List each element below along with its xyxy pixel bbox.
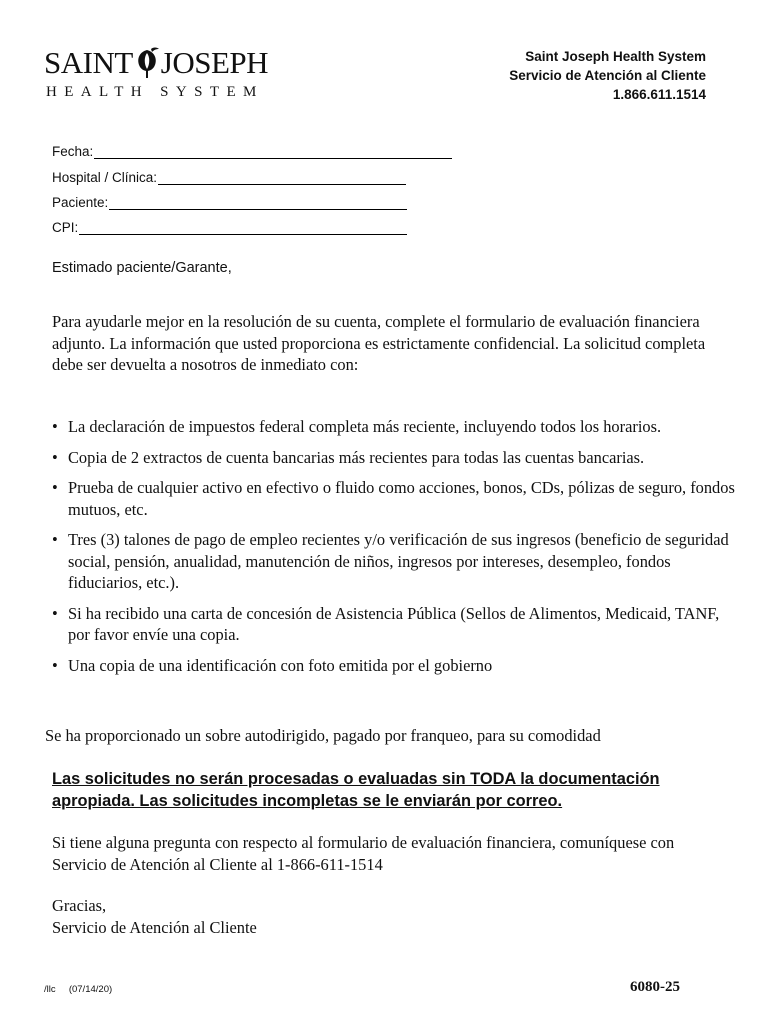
contact-block — [509, 47, 706, 104]
footer-code — [44, 984, 112, 995]
saint-joseph-logo — [44, 45, 269, 106]
requirements-list — [52, 416, 742, 685]
list-item: • Copia de 2 extractos de cuenta bancarias más recientes para todas las cuentas bancarias. — [52, 447, 742, 469]
logo-wordmark — [44, 46, 268, 80]
form-number: 6080-25 — [630, 979, 680, 995]
cpi-label: CPI: — [52, 220, 79, 235]
contact-org: Saint Joseph Health System — [525, 49, 706, 64]
footer-date: (07/14/20) — [68, 984, 113, 995]
greeting: Estimado paciente/Garante, — [52, 260, 232, 276]
fecha-label: Fecha: — [52, 144, 94, 159]
fecha-input-line[interactable] — [94, 143, 452, 159]
paciente-field — [52, 194, 407, 210]
list-item: • La declaración de impuestos federal completa más reciente, incluyendo todos los horarios. — [52, 416, 742, 438]
paciente-label: Paciente: — [52, 195, 109, 210]
logo-name-left: SAINT — [44, 45, 133, 80]
fecha-field — [52, 143, 452, 159]
hospital-input-line[interactable] — [158, 169, 406, 185]
hospital-field — [52, 169, 406, 185]
contact-dept: Servicio de Atención al Cliente — [509, 68, 706, 83]
cpi-input-line[interactable] — [79, 219, 407, 235]
footer-code-text: /llc — [44, 984, 56, 995]
envelope-note: Se ha proporcionado un sobre autodirigido, pagado por franqueo, para su comodidad — [45, 726, 601, 745]
list-item: • Si ha recibido una carta de concesión de Asistencia Pública (Sellos de Alimentos, Medicaid, TANF, por favor envíe una copia. — [52, 603, 742, 646]
paciente-input-line[interactable] — [109, 194, 407, 210]
list-item: • Prueba de cualquier activo en efectivo o fluido como acciones, bonos, CDs, pólizas de seguro, fondos mutuos, etc. — [52, 477, 742, 520]
logo-name-right: JOSEPH — [160, 45, 269, 80]
questions-paragraph: Si tiene alguna pregunta con respecto al formulario de evaluación financiera, comuníquese con Servicio de Atención al Cliente al 1-866-611-1514 — [52, 833, 675, 874]
contact-phone: 1.866.611.1514 — [612, 87, 706, 102]
cpi-field — [52, 219, 407, 235]
closing-block — [52, 895, 732, 938]
list-item: • Tres (3) talones de pago de empleo recientes y/o verificación de sus ingresos (beneficio de seguridad social, pensión, anualidad, manutención de niños, ingresos por intereses, desempleo, fondos fiduciarios, etc.). — [52, 529, 742, 594]
hospital-label: Hospital / Clínica: — [52, 170, 158, 185]
warning-notice: Las solicitudes no serán procesadas o evaluadas sin TODA la documentación apropiada. Las solicitudes incompletas se le enviarán por correo. — [52, 770, 660, 810]
logo-subtitle: HEALTH SYSTEM — [46, 84, 264, 100]
closing-thanks: Gracias, — [52, 896, 107, 915]
list-item: • Una copia de una identificación con foto emitida por el gobierno — [52, 655, 742, 677]
closing-signature: Servicio de Atención al Cliente — [52, 917, 257, 937]
tulip-icon — [133, 46, 161, 80]
intro-paragraph: Para ayudarle mejor en la resolución de su cuenta, complete el formulario de evaluación financiera adjunto. La información que usted proporciona es estrictamente confidencial. La solicitud completa debe ser devuelta a nosotros de inmediato con: — [52, 312, 706, 374]
